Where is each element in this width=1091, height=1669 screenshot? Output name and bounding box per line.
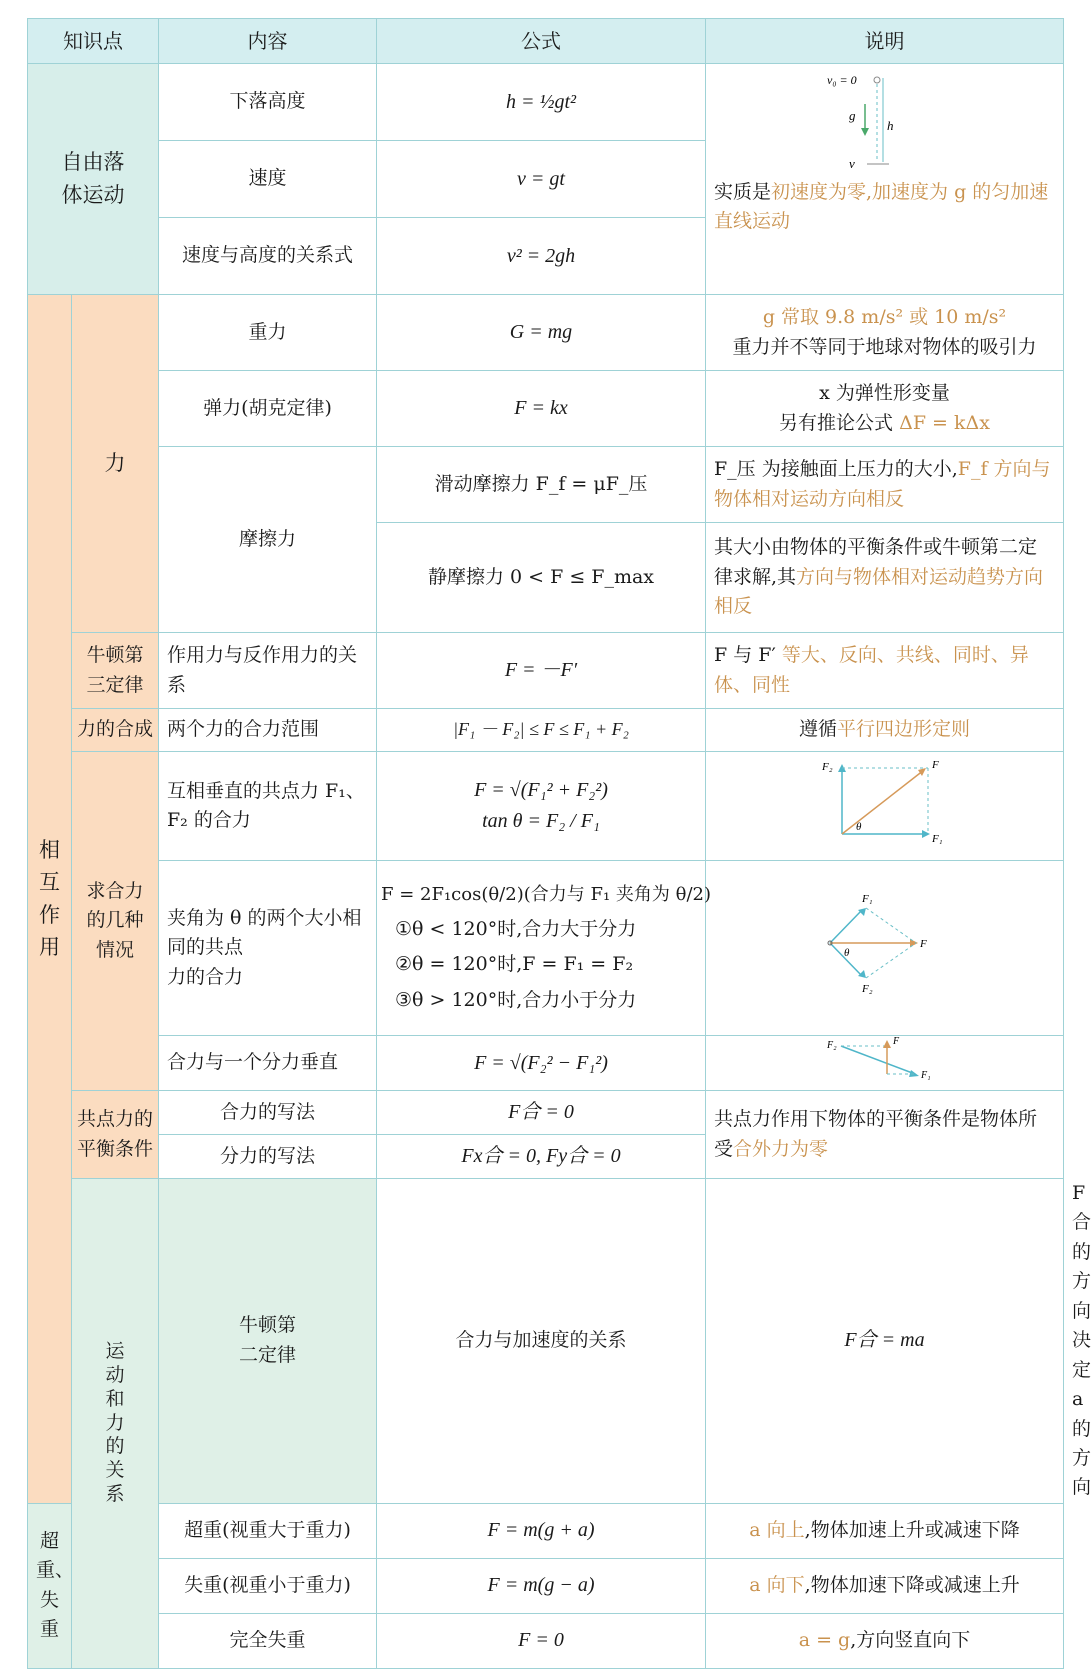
formula-cell: F = √(F₂² − F₁²) <box>377 1036 706 1091</box>
formula-cell: v = gt <box>377 141 706 218</box>
perpendicular-forces-diagram <box>820 756 950 846</box>
formula-cell: G = mg <box>377 295 706 371</box>
table-row <box>28 1503 1064 1558</box>
one-perpendicular-diagram <box>825 1036 945 1080</box>
free-fall-figure <box>825 68 945 176</box>
table-row <box>28 633 1064 709</box>
formula-cell: h = ½gt² <box>377 64 706 141</box>
svg-text:θ: θ <box>855 821 861 834</box>
formula-cell: F = √(F₁² + F₂²) tan θ = F₂ / F₁ <box>377 752 706 861</box>
g-arrowhead-icon <box>861 128 869 136</box>
formula-cell: F = kx <box>377 371 706 447</box>
table-row <box>28 1036 1064 1091</box>
table-row <box>28 1613 1064 1668</box>
content-cell: 弹力(胡克定律) <box>159 371 377 447</box>
table-row <box>28 64 1064 141</box>
content-cell: 超重(视重大于重力) <box>159 1503 377 1558</box>
subtopic-newton2: 牛顿第 二定律 <box>159 1179 377 1504</box>
formula-cell: F = m(g − a) <box>377 1558 706 1613</box>
equal-forces-diagram <box>820 888 950 998</box>
note-cell <box>706 752 1064 861</box>
subtopic-force: 力 <box>72 295 159 633</box>
table-row <box>28 447 1064 523</box>
note-cell: 其大小由物体的平衡条件或牛顿第二定律求解,其方向与物体相对运动趋势方向相反 <box>706 523 1064 633</box>
elastic-note-line2: 另有推论公式 ΔF = kΔx <box>779 411 990 434</box>
table-row <box>28 371 1064 447</box>
table-row <box>28 861 1064 1036</box>
note-cell: F_压 为接触面上压力的大小,F_f 方向与物体相对运动方向相反 <box>706 447 1064 523</box>
note-cell: 共点力作用下物体的平衡条件是物体所受合外力为零 <box>706 1091 1064 1179</box>
svg-text:F: F <box>919 938 927 951</box>
formula-cell: F合 = ma <box>706 1179 1064 1504</box>
ball-icon <box>874 77 880 83</box>
content-cell: 速度与高度的关系式 <box>159 218 377 295</box>
content-cell: 失重(视重小于重力) <box>159 1558 377 1613</box>
elastic-note-line1: x 为弹性形变量 <box>819 382 950 405</box>
equal-formula: F = 2F₁cos(θ/2)(合力与 F₁ 夹角为 θ/2) <box>381 883 711 905</box>
content-cell: 合力的写法 <box>159 1091 377 1135</box>
note-cell <box>706 295 1064 371</box>
topic-motion: 运 动 和 力 的 关 系 <box>72 1179 159 1669</box>
v0-label: v₀ = 0 <box>826 73 857 87</box>
note-cell: a = g,方向竖直向下 <box>706 1613 1064 1668</box>
content-cell: 下落高度 <box>159 64 377 141</box>
knowledge-table <box>27 18 1091 1669</box>
note-free-fall <box>706 64 1064 295</box>
header-row <box>28 19 1064 64</box>
table-row <box>28 1091 1064 1135</box>
svg-text:F₂: F₂ <box>826 1040 837 1052</box>
table-row <box>28 295 1064 371</box>
content-cell: 合力与加速度的关系 <box>377 1179 706 1504</box>
formula-cell: F = －F′ <box>377 633 706 709</box>
table-row <box>28 752 1064 861</box>
formula-cell: v² = 2gh <box>377 218 706 295</box>
formula-cell <box>377 861 711 1036</box>
free-fall-diagram <box>714 68 1055 178</box>
formula-cell: |F₁ － F₂| ≤ F ≤ F₁ + F₂ <box>377 709 706 752</box>
table-row <box>28 709 1064 752</box>
note-cell <box>706 1036 1064 1091</box>
content-cell: 合力与一个分力垂直 <box>159 1036 377 1091</box>
content-cell: 重力 <box>159 295 377 371</box>
formula-cell: F = 0 <box>377 1613 706 1668</box>
formula-cell: F = m(g + a) <box>377 1503 706 1558</box>
gravity-note-highlight: g 常取 9.8 m/s² 或 10 m/s² <box>762 306 1007 329</box>
free-fall-note-plain: 实质是 <box>714 181 772 203</box>
svg-text:F: F <box>892 1036 899 1048</box>
note-cell: a 向上,物体加速上升或减速下降 <box>706 1503 1064 1558</box>
note-cell: a 向下,物体加速下降或减速上升 <box>706 1558 1064 1613</box>
header-topic: 知识点 <box>28 19 159 64</box>
svg-text:F₁: F₁ <box>920 1070 931 1082</box>
note-cell <box>706 861 1064 1036</box>
v-label: v <box>848 156 855 171</box>
header-content: 内容 <box>159 19 377 64</box>
formula-cell: 滑动摩擦力 F_f = μF_压 <box>377 447 706 523</box>
topic-free-fall: 自由落 体运动 <box>28 64 159 295</box>
svg-text:F₁: F₁ <box>931 833 943 846</box>
formula-cell: 静摩擦力 0 < F ≤ F_max <box>377 523 706 633</box>
subtopic-resultant: 求合力 的几种 情况 <box>72 752 159 1091</box>
table-row: 运 动 和 力 的 关 系 牛顿第 二定律 合力与加速度的关系 F合 = ma F合 的方向决定 a 的方向 <box>28 1179 1064 1504</box>
free-fall-note-highlight: 初速度为零,加速度为 g 的匀加速直线运动 <box>714 181 1049 233</box>
table-row <box>28 1558 1064 1613</box>
note-cell: 遵循平行四边形定则 <box>706 709 1064 752</box>
content-cell: 互相垂直的共点力 F₁、F₂ 的合力 <box>159 752 377 861</box>
g-label: g <box>848 108 855 123</box>
content-cell: 两个力的合力范围 <box>159 709 377 752</box>
svg-text:F₁: F₁ <box>861 893 873 906</box>
note-cell <box>706 371 1064 447</box>
svg-text:F₂: F₂ <box>821 761 833 774</box>
note-cell: F 与 F′ 等大、反向、共线、同时、异体、同性 <box>706 633 1064 709</box>
svg-text:θ: θ <box>843 947 849 960</box>
formula-cell: F合 = 0 <box>377 1091 706 1135</box>
content-cell: 摩擦力 <box>159 447 377 633</box>
equal-case: ③θ > 120°时,合力小于分力 <box>395 988 637 1011</box>
header-formula: 公式 <box>377 19 706 64</box>
subtopic-newton3: 牛顿第 三定律 <box>72 633 159 709</box>
svg-text:F: F <box>931 759 939 772</box>
content-cell: 分力的写法 <box>159 1135 377 1179</box>
content-cell: 夹角为 θ 的两个大小相同的共点 力的合力 <box>159 861 377 1036</box>
h-label: h <box>886 118 893 133</box>
formula-cell: Fx合 = 0, Fy合 = 0 <box>377 1135 706 1179</box>
gravity-note-plain: 重力并不等同于地球对物体的吸引力 <box>732 335 1037 358</box>
header-note: 说明 <box>706 19 1064 64</box>
topic-interaction: 相 互 作 用 <box>28 295 72 1504</box>
subtopic-weight: 超重、 失重 <box>28 1503 72 1668</box>
equal-case: ②θ = 120°时,F = F₁ = F₂ <box>395 953 634 976</box>
subtopic-equilibrium: 共点力的 平衡条件 <box>72 1091 159 1179</box>
content-cell: 速度 <box>159 141 377 218</box>
svg-text:F₂: F₂ <box>861 983 873 996</box>
content-cell: 完全失重 <box>159 1613 377 1668</box>
equal-case: ①θ < 120°时,合力大于分力 <box>395 917 637 940</box>
content-cell: 作用力与反作用力的关系 <box>159 633 377 709</box>
subtopic-composition: 力的合成 <box>72 709 159 752</box>
